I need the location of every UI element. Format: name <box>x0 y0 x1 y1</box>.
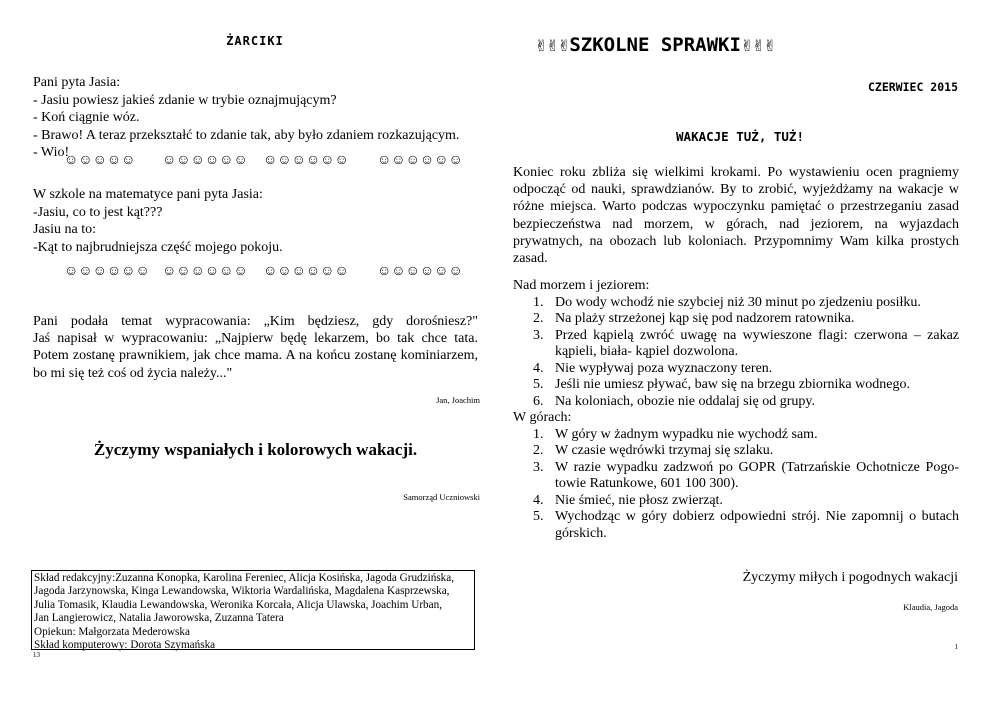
joke-3-line: Potem zostanę prawnikiem, jak chce mama. A na końcu zostanę kominiarzem, <box>33 348 478 364</box>
smiley-group: ☺☺☺☺☺☺ <box>377 153 463 168</box>
article-signature: Klaudia, Jagoda <box>903 602 958 612</box>
rule-text: Do wody wchodź nie szybciej niż 30 minut po zjedzeniu posiłku. <box>555 294 921 310</box>
rule-text: Wychodząc w góry dobierz odpowiedni strój. Nie zapomnij o butach <box>555 509 959 524</box>
jokes-signature: Jan, Joachim <box>436 395 480 405</box>
intro-line: zasad. <box>513 251 548 267</box>
list-item: 1. W góry w żadnym wypadku nie wychodź sam. <box>513 427 959 444</box>
credits-line: Skład komputerowy: Dorota Szymańska <box>34 639 216 652</box>
credits-line: Opiekun: Małgorzata Mederowska <box>34 625 190 638</box>
joke-1-line: Pani pyta Jasia: <box>33 75 121 90</box>
list-item: 5. Jeśli nie umiesz pływać, baw się na brzegu zbiornika wodnego. <box>513 377 959 394</box>
editorial-credits-box <box>31 570 475 650</box>
safety-rules <box>513 278 959 542</box>
intro-line: prywatnych, na obozach lub koloniach. Przypomnimy Wam kilka prostych <box>513 233 959 249</box>
rule-text: W góry w żadnym wypadku nie wychodź sam. <box>555 426 818 442</box>
credits-line: Jan Langierowicz, Natalia Jaworowska, Zuzanna Tatera <box>34 612 284 625</box>
newspaper-title: ✌✌✌SZKOLNE SPRAWKI✌✌✌ <box>535 34 776 56</box>
rule-text: górskich. <box>555 525 607 541</box>
intro-line: odpocząć od nauki, sprawdzianów. By to zrobić, wyjeżdżamy na wakacje w <box>513 182 959 198</box>
list-item: 2. W czasie wędrówki trzymaj się szlaku. <box>513 443 959 460</box>
joke-3-line: Pani podała temat wypracowania: „Kim będziesz, gdy dorośniesz?" <box>33 314 478 329</box>
list-item: 5. Wychodząc w góry dobierz odpowiedni strój. Nie zapomnij o butach górskich. <box>533 509 959 541</box>
smiley-group: ☺☺☺☺☺☺ <box>64 264 150 279</box>
list-item: 3. Przed kąpielą zwróć uwagę na wywieszone flagi: czerwona – zakaz kąpieli, biała- kąpiel dozwolona. <box>533 327 959 359</box>
credits-line: Julia Tomasik, Klaudia Lewandowska, Weronika Korcała, Alicja Ulawska, Joachim Urban, <box>34 598 442 611</box>
intro-line: bezpieczeństwa nad morzem, w górach, nad jeziorem, na wyjazdach <box>513 216 959 232</box>
joke-1-line: - Wio! <box>33 145 70 160</box>
smiley-group: ☺☺☺☺☺☺ <box>263 153 349 168</box>
joke-3-line: Jaś napisał w wypracowaniu: „Najpierw będę lekarzem, bo tak chce tata. <box>33 331 478 347</box>
smiley-group: ☺☺☺☺☺☺ <box>263 264 349 279</box>
page-number-right: 1 <box>954 643 958 651</box>
list-item: 4. Nie wypływaj poza wyznaczony teren. <box>513 361 959 378</box>
list-item: 2. Na plaży strzeżonej kąp się pod nadzorem ratownika. <box>513 311 959 328</box>
joke-2-line: W szkole na matematyce pani pyta Jasia: <box>33 187 263 202</box>
smiley-group: ☺☺☺☺☺☺ <box>162 264 248 279</box>
closing-wish: Życzymy miłych i pogodnych wakacji <box>742 570 958 585</box>
intro-line: różne miejsca. Warto podczas wypoczynku pamiętać o przestrzeganiu zasad <box>513 199 959 215</box>
smiley-group: ☺☺☺☺☺ <box>64 153 136 168</box>
rule-text: W razie wypadku zadzwoń po GOPR (Tatrzańskie Ochotnicze Pogo- <box>555 459 959 475</box>
smiley-group: ☺☺☺☺☺☺ <box>377 264 463 279</box>
rule-text: Nie wypływaj poza wyznaczony teren. <box>555 360 773 376</box>
joke-1-line: - Brawo! A teraz przekształć to zdanie tak, aby było zdaniem rozkazującym. <box>33 127 460 143</box>
rule-text: W czasie wędrówki trzymaj się szlaku. <box>555 443 774 458</box>
joke-3-line: bo mi się też coś od życia należy..." <box>33 365 233 381</box>
list-item: 1. Do wody wchodź nie szybciej niż 30 minut po zjedzeniu posiłku. <box>513 295 959 312</box>
list-item: 3. W razie wypadku zadzwoń po GOPR (Tatrzańskie Ochotnicze Pogo- towie Ratunkowe, 601 100 300). <box>533 459 959 491</box>
joke-1 <box>33 74 478 162</box>
wish-signature: Samorząd Uczniowski <box>403 492 480 502</box>
credits-line: Jagoda Jarzynowska, Kinga Lewandowska, Wiktoria Wardalińska, Magdalena Kasprzewska, <box>34 585 450 598</box>
intro-line: Koniec roku zbliża się wielkimi krokami. Po wystawieniu ocen pragniemy <box>513 165 959 180</box>
rule-text: kąpieli, biała- kąpiel dozwolona. <box>555 344 739 359</box>
mountain-rules-list <box>513 427 959 543</box>
mountain-heading: W górach: <box>513 410 572 425</box>
holiday-wish: Życzymy wspaniałych i kolorowych wakacji. <box>93 440 418 459</box>
credits-line: Skład redakcyjny:Zuzanna Konopka, Karolina Fereniec, Alicja Kosińska, Jagoda Grudzińska, <box>34 572 455 584</box>
joke-1-line: - Koń ciągnie wóz. <box>33 110 140 125</box>
joke-2-line: -Jasiu, co to jest kąt??? <box>33 204 163 220</box>
rule-text: Przed kąpielą zwróć uwagę na wywieszone flagi: czerwona – zakaz <box>555 327 959 343</box>
list-item: 6. Na koloniach, obozie nie oddalaj się od grupy. <box>513 394 959 411</box>
jokes-title: ŻARCIKI <box>226 34 284 48</box>
smiley-group: ☺☺☺☺☺☺ <box>162 153 248 168</box>
joke-2-line: -Kąt to najbrudniejsza część mojego pokoju. <box>33 239 283 255</box>
issue-date: CZERWIEC 2015 <box>867 80 958 94</box>
rule-text: Nie śmieć, nie płosz zwierząt. <box>555 492 723 508</box>
joke-2-line: Jasiu na to: <box>33 222 96 237</box>
page-number-left: 13 <box>33 651 40 659</box>
joke-2 <box>33 186 478 256</box>
rule-text: Jeśli nie umiesz pływać, baw się na brzegu zbiornika wodnego. <box>555 377 910 392</box>
rule-text: towie Ratunkowe, 601 100 300). <box>555 476 739 491</box>
sea-heading: Nad morzem i jeziorem: <box>513 278 650 293</box>
rule-text: Na plaży strzeżonej kąp się pod nadzorem ratownika. <box>555 311 855 326</box>
rule-text: Na koloniach, obozie nie oddalaj się od grupy. <box>555 393 815 409</box>
article-title: WAKACJE TUŻ, TUŻ! <box>676 129 804 144</box>
joke-1-line: - Jasiu powiesz jakieś zdanie w trybie oznajmującym? <box>33 92 337 108</box>
sea-rules-list <box>513 295 959 411</box>
joke-3 <box>33 313 478 382</box>
article-intro <box>513 164 959 267</box>
list-item: 4. Nie śmieć, nie płosz zwierząt. <box>513 493 959 510</box>
